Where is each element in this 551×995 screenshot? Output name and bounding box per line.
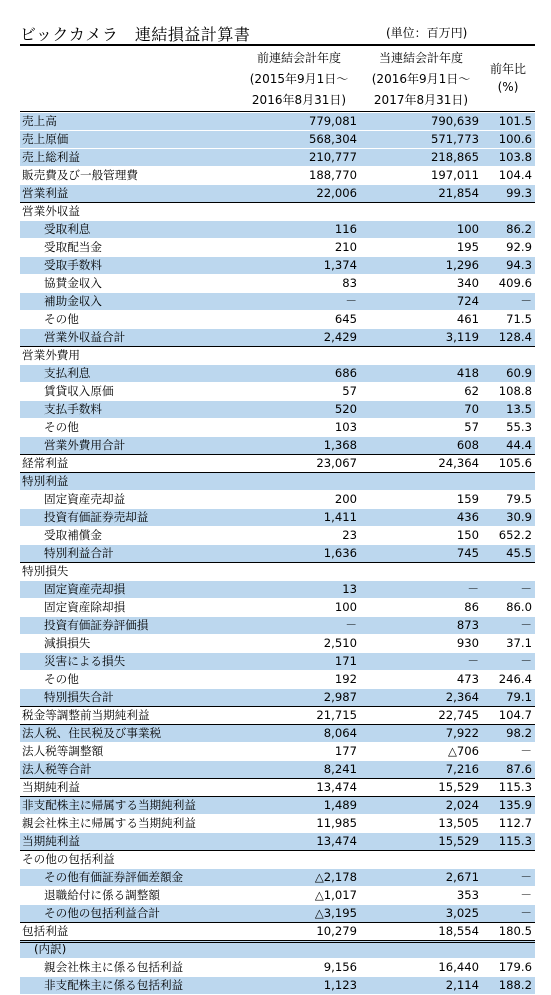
row-label: 当期純利益 [20,779,238,797]
row-label: 特別利益 [20,473,238,491]
ratio-value: 86.2 [482,221,535,239]
table-row [20,707,535,725]
prev-year-value: 686 [238,365,360,383]
prev-year-value [238,851,360,869]
cur-year-value [360,851,482,869]
table-row [20,797,535,815]
prev-year-value: 57 [238,383,360,401]
prev-year-value: 1,368 [238,437,360,455]
statement-title: ビックカメラ 連結損益計算書 [20,25,251,44]
row-label: 特別利益合計 [20,545,238,563]
table-row [20,113,535,131]
ratio-value: － [482,743,535,761]
table-row [20,617,535,635]
cur-year-value [360,203,482,221]
table-row [20,887,535,905]
cur-year-value: － [360,581,482,599]
table-row [20,851,535,869]
row-label: 営業外収益 [20,203,238,221]
ratio-value: 108.8 [482,383,535,401]
unit-label: (単位：百万円) [386,26,468,40]
prev-year-value: 177 [238,743,360,761]
prev-year-value [238,347,360,365]
prev-year-value: 171 [238,653,360,671]
cur-year-value: 86 [360,599,482,617]
prev-year-value: 779,081 [238,113,360,131]
table-row [20,221,535,239]
table-row [20,509,535,527]
ratio-value: 115.3 [482,779,535,797]
prev-year-value: 103 [238,419,360,437]
row-label: 売上原価 [20,131,238,149]
ratio-value: 103.8 [482,149,535,167]
ratio-value: 99.3 [482,185,535,203]
row-label: (内訳) [20,941,238,959]
prev-year-value: 23,067 [238,455,360,473]
row-label: その他 [20,671,238,689]
row-label: 固定資産売却損 [20,581,238,599]
cur-year-value: 873 [360,617,482,635]
row-label: 特別損失合計 [20,689,238,707]
ratio-value: 112.7 [482,815,535,833]
table-row [20,779,535,797]
table-row [20,203,535,221]
row-label: 当期純利益 [20,833,238,851]
prev-year-value: 1,636 [238,545,360,563]
prev-year-value: 21,715 [238,707,360,725]
prev-year-value: 13,474 [238,779,360,797]
row-label: 売上総利益 [20,149,238,167]
table-row [20,923,535,941]
row-label: 賃貸収入原価 [20,383,238,401]
row-label: 投資有価証券評価損 [20,617,238,635]
prev-year-header [238,48,360,111]
ratio-value [482,473,535,491]
row-label: 支払手数料 [20,401,238,419]
prev-year-value [238,203,360,221]
cur-year-value: 70 [360,401,482,419]
ratio-value: 92.9 [482,239,535,257]
prev-year-value: 13,474 [238,833,360,851]
table-row [20,671,535,689]
ratio-value: 44.4 [482,437,535,455]
prev-year-value: 8,064 [238,725,360,743]
cur-year-value: △706 [360,743,482,761]
cur-year-title: 当連結会計年度 [378,51,463,65]
row-label: 親会社株主に帰属する当期純利益 [20,815,238,833]
cur-year-value: 7,922 [360,725,482,743]
ratio-value: － [482,617,535,635]
ratio-value: 60.9 [482,365,535,383]
cur-year-value: 150 [360,527,482,545]
table-row [20,527,535,545]
row-label: 非支配株主に係る包括利益 [20,977,238,995]
cur-year-value: 2,024 [360,797,482,815]
prev-year-end: 2016年8月31日) [251,93,347,107]
cur-year-value: 62 [360,383,482,401]
table-row [20,401,535,419]
ratio-value: 188.2 [482,977,535,995]
row-label: 法人税等合計 [20,761,238,779]
prev-year-value: 1,411 [238,509,360,527]
table-row [20,185,535,203]
prev-year-value: 2,987 [238,689,360,707]
table-row [20,167,535,185]
table-row [20,599,535,617]
table-row [20,869,535,887]
row-label: 協賛金収入 [20,275,238,293]
ratio-title: 前年比 [489,62,526,76]
prev-year-value: 11,985 [238,815,360,833]
cur-year-value: 24,364 [360,455,482,473]
table-row [20,761,535,779]
row-label: その他有価証券評価差額金 [20,869,238,887]
prev-year-value: 22,006 [238,185,360,203]
cur-year-value [360,563,482,581]
table-row [20,437,535,455]
prev-year-value: 9,156 [238,959,360,977]
cur-year-value: 745 [360,545,482,563]
cur-year-value: 473 [360,671,482,689]
prev-year-value: 568,304 [238,131,360,149]
ratio-value: 409.6 [482,275,535,293]
ratio-value: － [482,293,535,311]
table-row [20,365,535,383]
row-label: 売上高 [20,113,238,131]
ratio-value: 128.4 [482,329,535,347]
ratio-unit: (%) [497,80,519,94]
table-row [20,329,535,347]
prev-year-value: 1,123 [238,977,360,995]
ratio-value: 37.1 [482,635,535,653]
table-row [20,653,535,671]
bottom-rule [20,942,535,943]
table-row [20,131,535,149]
ratio-value: 86.0 [482,599,535,617]
ratio-value: － [482,869,535,887]
cur-year-value: 15,529 [360,833,482,851]
table-row [20,833,535,851]
prev-year-value [238,563,360,581]
row-label: 支払利息 [20,365,238,383]
ratio-value: 100.6 [482,131,535,149]
cur-year-value: 21,854 [360,185,482,203]
cur-year-header [360,48,482,111]
cur-year-value: 197,011 [360,167,482,185]
ratio-value: 13.5 [482,401,535,419]
cur-year-value: 1,296 [360,257,482,275]
ratio-value: 79.5 [482,491,535,509]
cur-year-value: 2,364 [360,689,482,707]
table-row [20,545,535,563]
cur-year-value: 2,114 [360,977,482,995]
cur-year-value: 436 [360,509,482,527]
row-label: 受取配当金 [20,239,238,257]
table-row [20,293,535,311]
table-row [20,149,535,167]
ratio-value: 104.7 [482,707,535,725]
ratio-value [482,347,535,365]
row-label: 固定資産売却益 [20,491,238,509]
row-label: その他の包括利益 [20,851,238,869]
table-row [20,941,535,959]
table-row [20,689,535,707]
cur-year-value: 15,529 [360,779,482,797]
prev-year-value: 23 [238,527,360,545]
cur-year-value: 353 [360,887,482,905]
row-label: 税金等調整前当期純利益 [20,707,238,725]
column-header [20,44,535,112]
cur-year-value: 3,025 [360,905,482,923]
ratio-value: 180.5 [482,923,535,941]
table-row [20,491,535,509]
cur-year-value: 195 [360,239,482,257]
table-row [20,815,535,833]
ratio-value [482,563,535,581]
row-label: 包括利益 [20,923,238,941]
prev-year-value: 100 [238,599,360,617]
cur-year-value [360,473,482,491]
prev-year-value: － [238,617,360,635]
ratio-value: － [482,581,535,599]
ratio-value: 652.2 [482,527,535,545]
ratio-value: 101.5 [482,113,535,131]
row-label: 投資有価証券売却益 [20,509,238,527]
table-row [20,977,535,995]
ratio-value: 94.3 [482,257,535,275]
table-body [20,113,535,995]
cur-year-value: 18,554 [360,923,482,941]
prev-year-title: 前連結会計年度 [256,51,341,65]
row-label: 非支配株主に帰属する当期純利益 [20,797,238,815]
table-row [20,743,535,761]
row-label: 営業利益 [20,185,238,203]
cur-year-value [360,941,482,959]
table-row [20,275,535,293]
table-row [20,239,535,257]
table-row [20,347,535,365]
row-label: 特別損失 [20,563,238,581]
prev-year-value: 520 [238,401,360,419]
cur-year-value: 461 [360,311,482,329]
row-label: 災害による損失 [20,653,238,671]
row-label: 受取利息 [20,221,238,239]
ratio-value: － [482,905,535,923]
ratio-value: 87.6 [482,761,535,779]
prev-year-value: 210 [238,239,360,257]
prev-year-value: 8,241 [238,761,360,779]
prev-year-value: 116 [238,221,360,239]
prev-year-value: 1,374 [238,257,360,275]
cur-year-value [360,347,482,365]
table-row [20,311,535,329]
cur-year-value: 100 [360,221,482,239]
ratio-value: 105.6 [482,455,535,473]
cur-year-value: 57 [360,419,482,437]
row-label: 固定資産除却損 [20,599,238,617]
ratio-value: 79.1 [482,689,535,707]
cur-year-value: 418 [360,365,482,383]
row-label: 営業外収益合計 [20,329,238,347]
prev-year-value: △3,195 [238,905,360,923]
row-label: その他 [20,311,238,329]
ratio-value [482,941,535,959]
table-row [20,455,535,473]
ratio-value: 30.9 [482,509,535,527]
prev-year-value: 200 [238,491,360,509]
cur-year-value: 790,639 [360,113,482,131]
row-label: 減損損失 [20,635,238,653]
ratio-value [482,203,535,221]
cur-year-end: 2017年8月31日) [373,93,469,107]
prev-year-value: － [238,293,360,311]
ratio-value: 115.3 [482,833,535,851]
cur-year-value: 608 [360,437,482,455]
cur-year-value: 3,119 [360,329,482,347]
prev-year-value: 10,279 [238,923,360,941]
cur-year-value: 340 [360,275,482,293]
row-label: 親会社株主に係る包括利益 [20,959,238,977]
ratio-value: 135.9 [482,797,535,815]
cur-year-value: 13,505 [360,815,482,833]
cur-year-value: 22,745 [360,707,482,725]
ratio-value: 55.3 [482,419,535,437]
prev-year-value: △2,178 [238,869,360,887]
row-label: 法人税、住民税及び事業税 [20,725,238,743]
row-label: 退職給付に係る調整額 [20,887,238,905]
table-row [20,635,535,653]
ratio-value: － [482,887,535,905]
ratio-value: 179.6 [482,959,535,977]
ratio-value: 98.2 [482,725,535,743]
table-row [20,383,535,401]
prev-year-value: 188,770 [238,167,360,185]
cur-year-value: 7,216 [360,761,482,779]
row-label: 法人税等調整額 [20,743,238,761]
prev-year-value: 13 [238,581,360,599]
prev-year-start: (2015年9月1日～ [249,72,349,86]
cur-year-value: 159 [360,491,482,509]
cur-year-value: 16,440 [360,959,482,977]
ratio-header [484,60,532,96]
title-bar [20,22,535,44]
row-label: 販売費及び一般管理費 [20,167,238,185]
ratio-value: 45.5 [482,545,535,563]
prev-year-value [238,473,360,491]
cur-year-start: (2016年9月1日～ [371,72,471,86]
row-label: 営業外費用合計 [20,437,238,455]
cur-year-value: － [360,653,482,671]
ratio-value: 104.4 [482,167,535,185]
row-label: 受取手数料 [20,257,238,275]
row-label: 経常利益 [20,455,238,473]
prev-year-value: 2,429 [238,329,360,347]
table-row [20,581,535,599]
cur-year-value: 218,865 [360,149,482,167]
ratio-value: － [482,653,535,671]
table-row [20,419,535,437]
prev-year-value: 1,489 [238,797,360,815]
table-row [20,959,535,977]
ratio-value: 71.5 [482,311,535,329]
cur-year-value: 724 [360,293,482,311]
cur-year-value: 2,671 [360,869,482,887]
prev-year-value: 645 [238,311,360,329]
prev-year-value: 83 [238,275,360,293]
table-row [20,257,535,275]
prev-year-value: △1,017 [238,887,360,905]
ratio-value [482,851,535,869]
row-label: その他の包括利益合計 [20,905,238,923]
row-label: 受取補償金 [20,527,238,545]
row-label: 営業外費用 [20,347,238,365]
ratio-value: 246.4 [482,671,535,689]
table-row [20,725,535,743]
prev-year-value [238,941,360,959]
cur-year-value: 571,773 [360,131,482,149]
prev-year-value: 210,777 [238,149,360,167]
table-row [20,905,535,923]
prev-year-value: 192 [238,671,360,689]
cur-year-value: 930 [360,635,482,653]
table-row [20,563,535,581]
prev-year-value: 2,510 [238,635,360,653]
row-label: その他 [20,419,238,437]
table-row [20,473,535,491]
row-label: 補助金収入 [20,293,238,311]
income-statement-table [20,113,535,995]
